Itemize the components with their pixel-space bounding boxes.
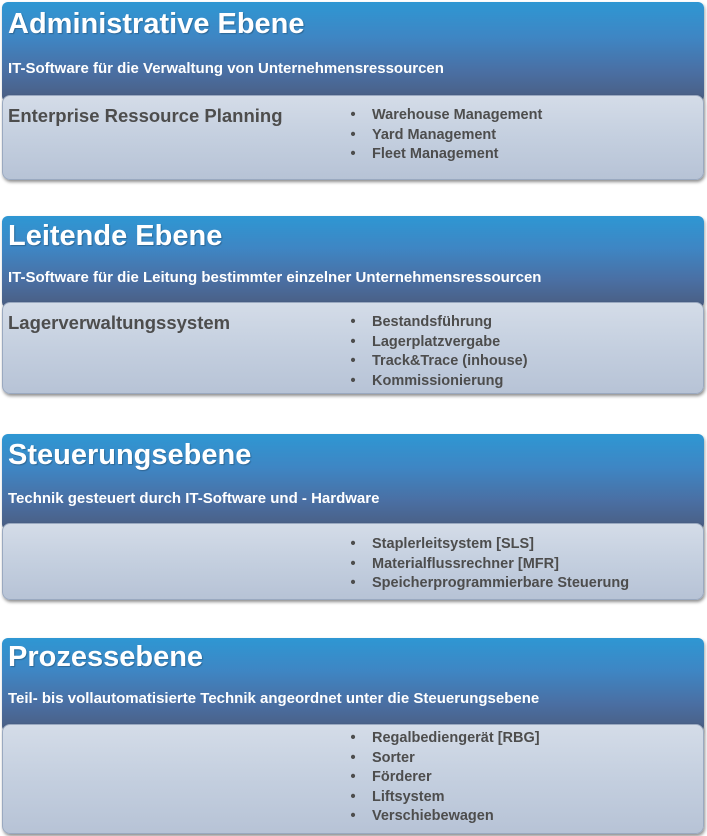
level-content bbox=[2, 95, 704, 180]
list-item-label: Sorter bbox=[372, 749, 415, 766]
list-item bbox=[347, 807, 540, 827]
bullet-icon: • bbox=[350, 314, 356, 330]
list-item bbox=[347, 729, 540, 749]
list-item-label: Speicherprogrammierbare Steuerung bbox=[372, 575, 630, 592]
function-list bbox=[347, 106, 542, 165]
list-item-label: Fleet Management bbox=[372, 146, 499, 163]
level-leitende bbox=[2, 216, 704, 394]
list-item-label: Förderer bbox=[372, 769, 432, 786]
list-item bbox=[347, 313, 528, 333]
bullet-icon: • bbox=[350, 107, 356, 123]
level-content bbox=[2, 302, 704, 394]
bullet-icon: • bbox=[350, 372, 356, 389]
list-item-label: Warehouse Management bbox=[372, 107, 543, 123]
level-title: Administrative Ebene bbox=[8, 8, 305, 40]
level-administrative bbox=[2, 2, 704, 180]
function-list bbox=[347, 535, 629, 594]
level-subtitle: IT-Software für die Leitung bestimmter einzelner Unternehmensressourcen bbox=[8, 269, 542, 286]
level-header bbox=[2, 2, 704, 102]
list-item bbox=[347, 145, 542, 165]
bullet-icon: • bbox=[350, 730, 356, 746]
list-item-label: Kommissionierung bbox=[372, 372, 504, 389]
level-steuerung bbox=[2, 434, 704, 600]
list-item-label: Lagerplatzvergabe bbox=[372, 333, 501, 350]
list-item bbox=[347, 333, 528, 353]
bullet-icon: • bbox=[350, 575, 356, 592]
list-item-label: Bestandsführung bbox=[372, 314, 493, 330]
list-item bbox=[347, 749, 540, 769]
level-content bbox=[2, 523, 704, 600]
system-name: Lagerverwaltungssystem bbox=[8, 312, 231, 333]
bullet-icon: • bbox=[350, 769, 356, 786]
level-header bbox=[2, 216, 704, 308]
list-item bbox=[347, 535, 629, 555]
list-item bbox=[347, 768, 540, 788]
list-item-label: Yard Management bbox=[372, 126, 497, 143]
bullet-icon: • bbox=[350, 353, 356, 370]
function-list bbox=[347, 313, 528, 391]
level-subtitle: IT-Software für die Verwaltung von Unternehmensressourcen bbox=[8, 60, 444, 77]
system-name: Enterprise Ressource Planning bbox=[8, 105, 283, 126]
list-item bbox=[347, 372, 528, 392]
list-item-label: Liftsystem bbox=[372, 788, 445, 805]
level-title: Prozessebene bbox=[8, 641, 204, 673]
list-item-label: Staplerleitsystem [SLS] bbox=[372, 536, 534, 552]
list-item bbox=[347, 574, 629, 594]
level-header bbox=[2, 434, 704, 530]
bullet-icon: • bbox=[350, 555, 356, 572]
level-subtitle: Technik gesteuert durch IT-Software und - Hardware bbox=[8, 490, 380, 507]
list-item bbox=[347, 788, 540, 808]
level-subtitle: Teil- bis vollautomatisierte Technik angeordnet unter die Steuerungsebene bbox=[8, 690, 540, 707]
list-item-label: Materialflussrechner [MFR] bbox=[372, 555, 559, 572]
level-title: Leitende Ebene bbox=[8, 220, 223, 252]
bullet-icon: • bbox=[350, 536, 356, 552]
level-title: Steuerungsebene bbox=[8, 439, 252, 471]
level-prozess bbox=[2, 638, 704, 834]
level-header bbox=[2, 638, 704, 732]
list-item bbox=[347, 352, 528, 372]
function-list bbox=[347, 729, 540, 827]
list-item bbox=[347, 555, 629, 575]
bullet-icon: • bbox=[350, 808, 356, 825]
list-item-label: Regalbediengerät [RBG] bbox=[372, 730, 540, 746]
bullet-icon: • bbox=[350, 788, 356, 805]
bullet-icon: • bbox=[350, 126, 356, 143]
list-item-label: Verschiebewagen bbox=[372, 808, 494, 825]
list-item bbox=[347, 106, 542, 126]
bullet-icon: • bbox=[350, 749, 356, 766]
bullet-icon: • bbox=[350, 333, 356, 350]
list-item-label: Track&Trace (inhouse) bbox=[372, 353, 528, 370]
list-item bbox=[347, 126, 542, 146]
bullet-icon: • bbox=[350, 146, 356, 163]
level-content bbox=[2, 724, 704, 834]
